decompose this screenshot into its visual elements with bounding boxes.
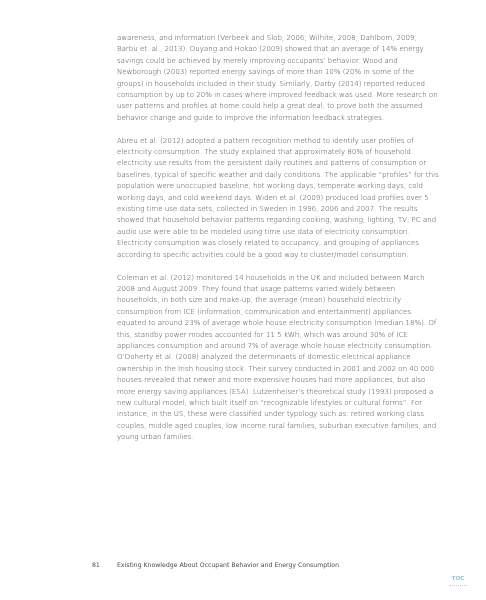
- body-text: [117, 32, 439, 454]
- paragraph-behavior-feedback: awareness, and information (Verbeek and Slob, 2006; Wilhite, 2008; Dahlbom, 2009; Barbu et. al., 2013). Ouyang and Hokao (2009) showed that an average of 14% energy savings could be achieved by merely improving occupants’ behavior. Wood and Newborough (2003) reported energy savings of more than 10% (20% in some of the groups) in households included in their study. Similarly, Darby (2014) reported reduced consumption by up to 20% in cases where improved feedback was used. More research on user patterns and profiles at home could help a great deal, to prove both the assumed behavior change and guide to improve the information feedback strategies.: [117, 33, 438, 122]
- paragraph-appliance-consumption: Coleman et al. (2012) monitored 14 households in the UK and included between March 2008 and August 2009. They found that usage patterns varied widely between households, in both size and make-up, the average (mean) household electricity consumption from ICE (information, communication and entertainment) appliances equated to around 23% of average whole house electricity consumption (median 18%). Of this, standby power modes accounted for 11.5 kWh, which was around 30% of ICE appliances consumption and around 7% of average whole house electricity consumption. O’Doherty et al. (2008) analyzed the determinants of domestic electrical appliance ownership in the Irish housing stock. Their survey conducted in 2001 and 2002 on 40 000 houses revealed that newer and more expensive houses had more appliances, but also more energy saving appliances (ESA). Lutzenheiser’s theoretical study (1993) proposed a new cultural model, which built itself on “recognizable lifestyles or cultural forms”. For instance, in the US, these were classified under typology such as: retired working class couples, middle aged couples, low income rural families, suburban executive families, and young urban families.: [117, 272, 437, 442]
- running-title: Existing Knowledge About Occupant Behavior and Energy Consumption: [117, 562, 340, 569]
- toc-label: TOC: [451, 576, 465, 582]
- toc-link[interactable]: [446, 576, 470, 588]
- page-footer: [0, 562, 486, 574]
- toc-dots-icon: [449, 585, 467, 587]
- paragraph-user-profiles: Abreu et al. (2012) adopted a pattern recognition method to identify user profiles of electricity consumption. The study explained that approximately 80% of household electricity use results from the persistent daily routines and patterns of consumption or baselines, typical of specific weather and daily conditions. The applicable “profiles” for this population were unoccupied baseline, hot working days, temperate working days, cold working days, and cold weekend days. Widen et al. (2009) produced load profiles over 5 existing time use data sets, collected in Sweden in 1996, 2006 and 2007. The results showed that household behavior patterns regarding cooking, washing, lighting, TV, PC and audio use were able to be modeled using time use data of electricity consumption. Electricity consumption was closely related to occupancy, and grouping of appliances according to specific activities could be a good way to cluster/model consumption.: [117, 135, 439, 259]
- page-number: 81: [92, 562, 100, 569]
